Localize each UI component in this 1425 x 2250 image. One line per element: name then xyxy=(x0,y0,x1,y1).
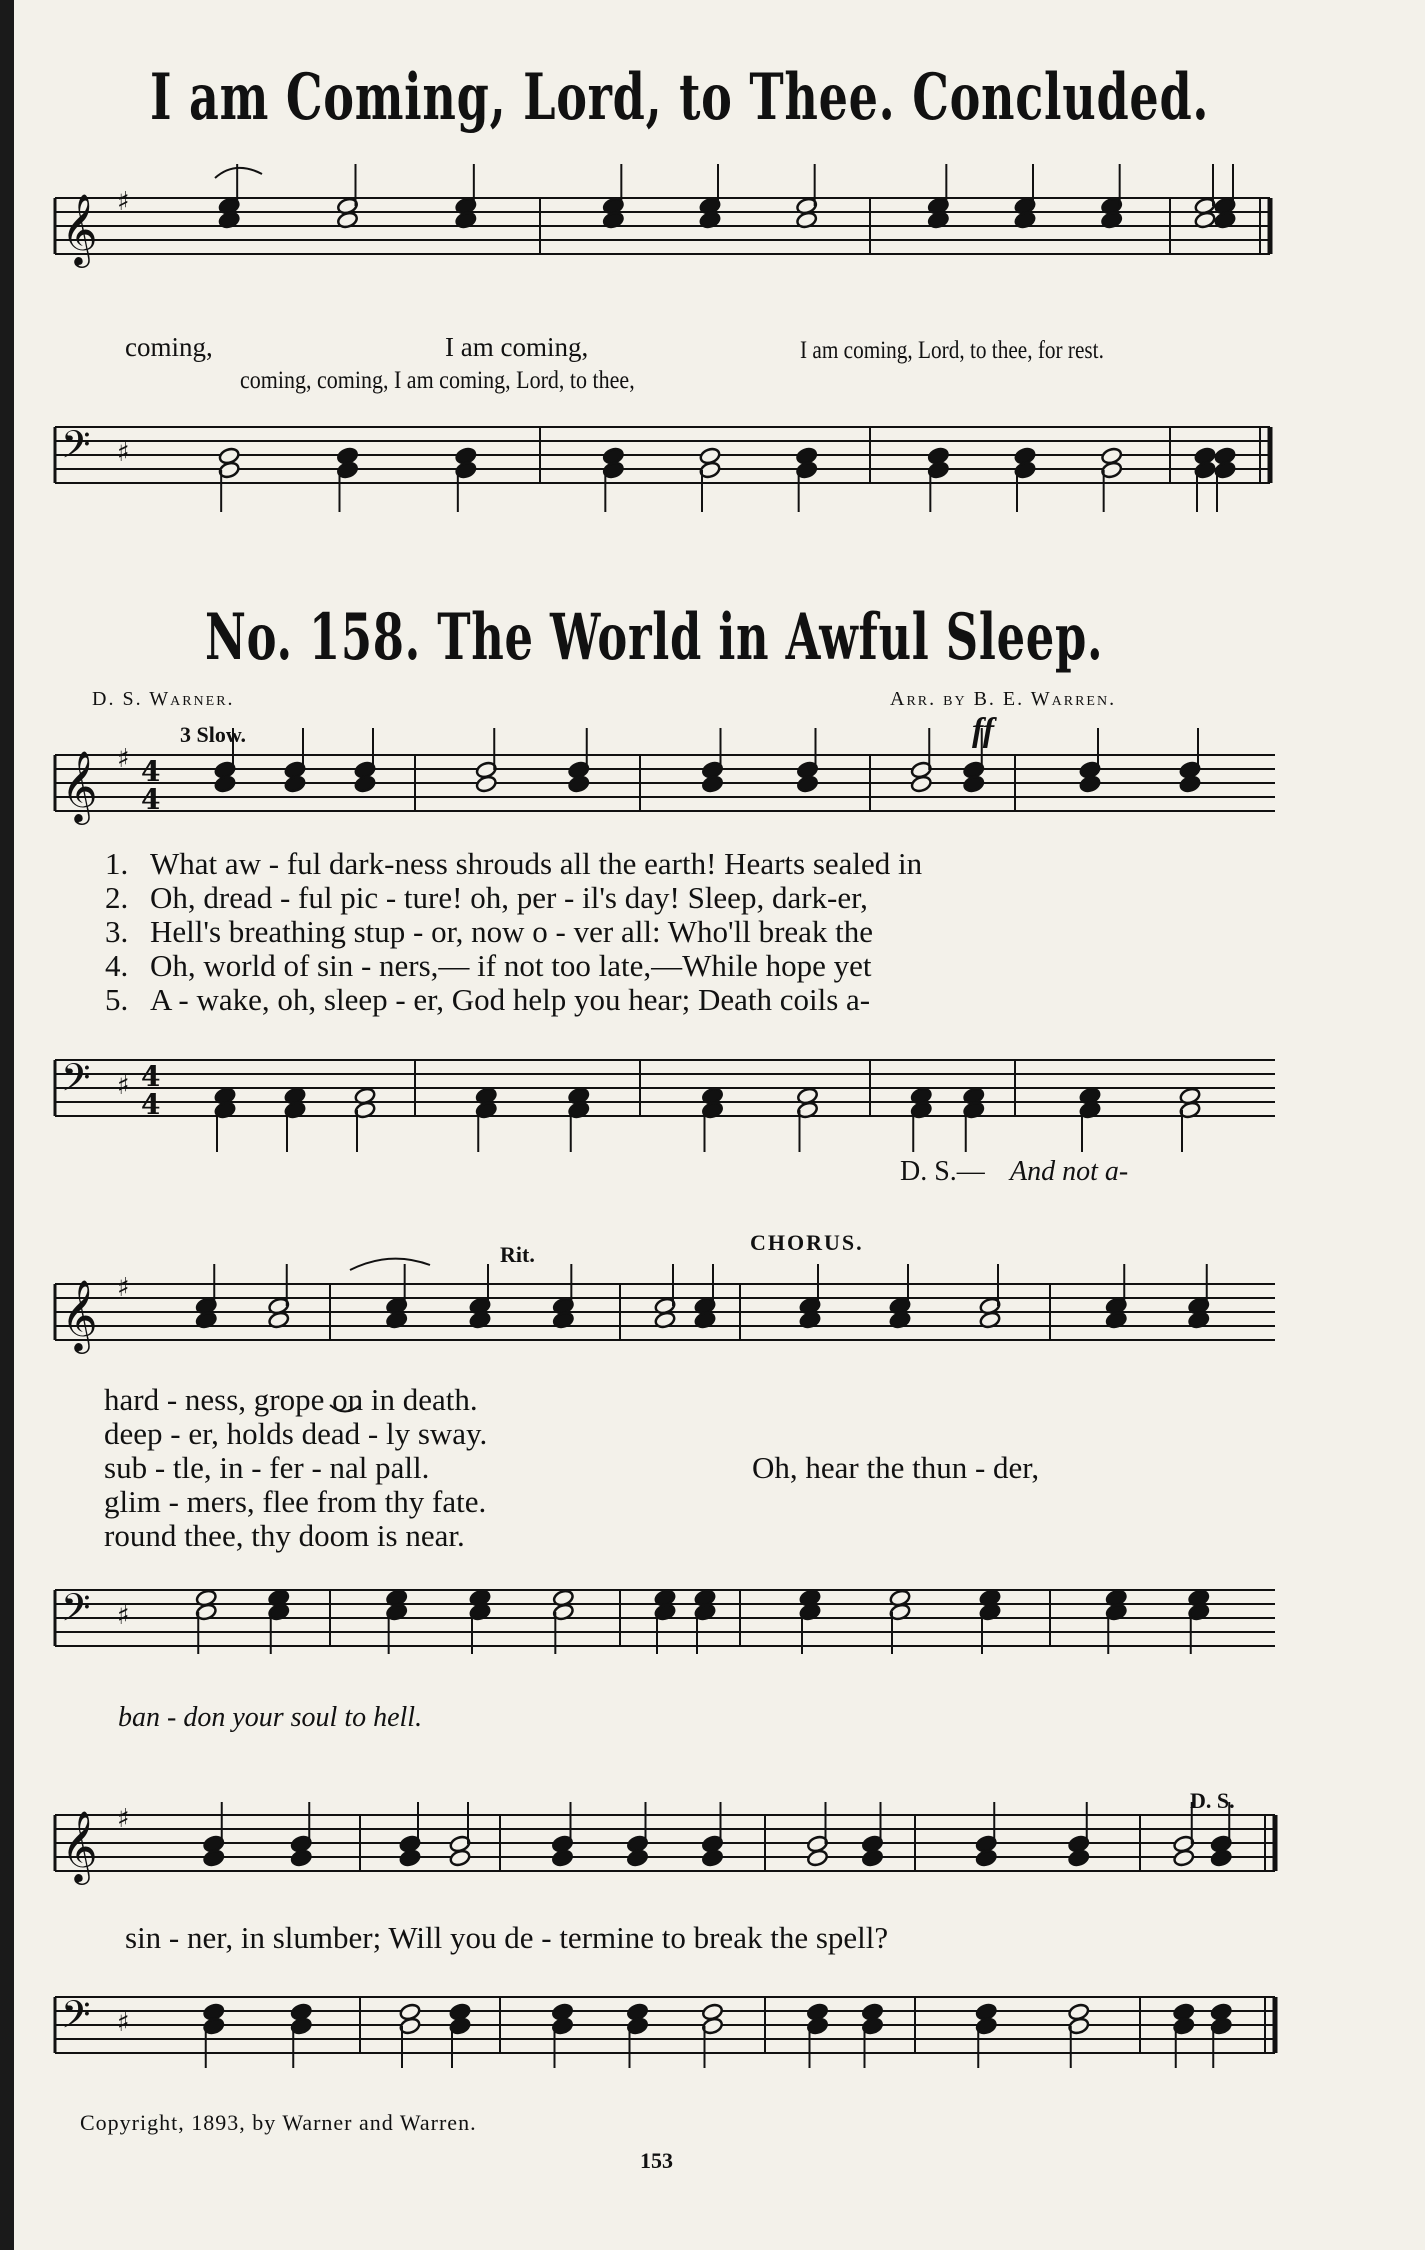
note-head xyxy=(399,1849,421,1868)
note-head xyxy=(449,1849,471,1868)
key-signature-sharp-icon: ♯ xyxy=(117,2008,130,2038)
verse-1-line1: What aw - ful dark-ness shrouds all the earth! Hearts sealed in xyxy=(150,846,923,881)
note-head xyxy=(1179,775,1201,794)
note-head xyxy=(975,1849,997,1868)
time-signature-numerator: 4 xyxy=(141,1060,161,1093)
bass-clef-icon: 𝄢 xyxy=(61,1992,91,2046)
verse-5-line1: A - wake, oh, sleep - er, God help you hear; Death coils a- xyxy=(150,982,871,1017)
note-head xyxy=(354,775,376,794)
chorus-lyric-1: Oh, hear the thun - der, xyxy=(752,1450,1040,1485)
note-head xyxy=(568,775,590,794)
prev-lyric-a1: coming, xyxy=(125,332,213,362)
arranger-credit: Arr. by B. E. Warren. xyxy=(890,688,1117,710)
time-signature-denominator: 4 xyxy=(141,783,161,816)
note-head xyxy=(203,1849,225,1868)
verse-5-number: 5. xyxy=(105,982,129,1017)
copyright-notice: Copyright, 1893, by Warner and Warren. xyxy=(80,2110,477,2135)
dynamic-marking: ff xyxy=(972,712,995,749)
slur-mark xyxy=(350,1259,430,1270)
note-head xyxy=(1068,1849,1090,1868)
key-signature-sharp-icon: ♯ xyxy=(117,1601,130,1631)
note-head xyxy=(475,775,497,794)
time-signature-denominator: 4 xyxy=(141,1088,161,1121)
bass-clef-icon: 𝄢 xyxy=(61,1585,91,1639)
bass-clef-icon: 𝄢 xyxy=(61,422,91,476)
note-head xyxy=(796,775,818,794)
note-head xyxy=(1210,1849,1232,1868)
time-signature-numerator: 4 xyxy=(141,755,161,788)
prev-lyric-a2: I am coming, xyxy=(445,332,589,362)
verse-2-line2: deep - er, holds dead - ly sway. xyxy=(104,1416,488,1451)
slur-mark xyxy=(215,168,262,178)
tempo-marking: 3 Slow. xyxy=(180,722,247,747)
note-head xyxy=(861,1849,883,1868)
key-signature-sharp-icon: ♯ xyxy=(117,1804,130,1834)
treble-clef-icon: 𝄞 xyxy=(61,1278,98,1351)
ds-words-2: ban - don your soul to hell. xyxy=(118,1702,423,1733)
prev-lyric-a3: I am coming, Lord, to thee, for rest. xyxy=(800,337,1104,364)
key-signature-sharp-icon: ♯ xyxy=(117,187,130,217)
verse-4-line1: Oh, world of sin - ners,— if not too late,—While hope yet xyxy=(150,948,872,983)
note-head xyxy=(290,1849,312,1868)
chorus-label: CHORUS. xyxy=(750,1230,864,1255)
ritardando-marking: Rit. xyxy=(500,1242,535,1267)
note-head xyxy=(1079,775,1101,794)
key-signature-sharp-icon: ♯ xyxy=(117,1071,130,1101)
verse-3-line2: sub - tle, in - fer - nal pall. xyxy=(104,1450,430,1485)
key-signature-sharp-icon: ♯ xyxy=(117,1273,130,1303)
verse-1-line2: hard - ness, grope on in death. xyxy=(104,1382,478,1417)
bass-clef-icon: 𝄢 xyxy=(61,1055,91,1109)
note-head xyxy=(1173,1849,1195,1868)
prev-lyric-b: coming, coming, I am coming, Lord, to thee, xyxy=(240,367,635,394)
note-head xyxy=(910,775,932,794)
verse-4-line2: glim - mers, flee from thy fate. xyxy=(104,1484,487,1519)
verse-4-number: 4. xyxy=(105,948,129,983)
key-signature-sharp-icon: ♯ xyxy=(117,438,130,468)
fermata-mark xyxy=(330,1405,360,1412)
note-head xyxy=(701,775,723,794)
treble-clef-icon: 𝄞 xyxy=(61,1809,98,1882)
note-head xyxy=(806,1849,828,1868)
note-head xyxy=(284,775,306,794)
hymn-title: No. 158. The World in Awful Sleep. xyxy=(205,600,1104,675)
verse-1-number: 1. xyxy=(105,846,129,881)
verse-3-line1: Hell's breathing stup - or, now o - ver all: Who'll break the xyxy=(150,914,874,949)
note-head xyxy=(551,1849,573,1868)
verse-2-number: 2. xyxy=(105,880,129,915)
author-credit: D. S. Warner. xyxy=(92,688,235,710)
note-head xyxy=(701,1849,723,1868)
ds-marker: D. S. xyxy=(1190,1788,1235,1813)
verse-3-number: 3. xyxy=(105,914,129,949)
note-head xyxy=(963,775,985,794)
treble-clef-icon: 𝄞 xyxy=(61,192,98,265)
previous-hymn-title: I am Coming, Lord, to Thee. Concluded. xyxy=(150,60,1210,135)
treble-clef-icon: 𝄞 xyxy=(61,749,98,822)
ds-words-1: And not a- xyxy=(1010,1156,1129,1187)
note-head xyxy=(626,1849,648,1868)
verse-2-line1: Oh, dread - ful pic - ture! oh, per - il's day! Sleep, dark-er, xyxy=(150,880,868,915)
verse-5-line2: round thee, thy doom is near. xyxy=(104,1518,465,1553)
page-number: 153 xyxy=(640,2148,673,2173)
key-signature-sharp-icon: ♯ xyxy=(117,744,130,774)
chorus-lyric-2: sin - ner, in slumber; Will you de - termine to break the spell? xyxy=(125,1920,889,1955)
ds-label: D. S.— xyxy=(900,1156,985,1187)
note-head xyxy=(214,775,236,794)
